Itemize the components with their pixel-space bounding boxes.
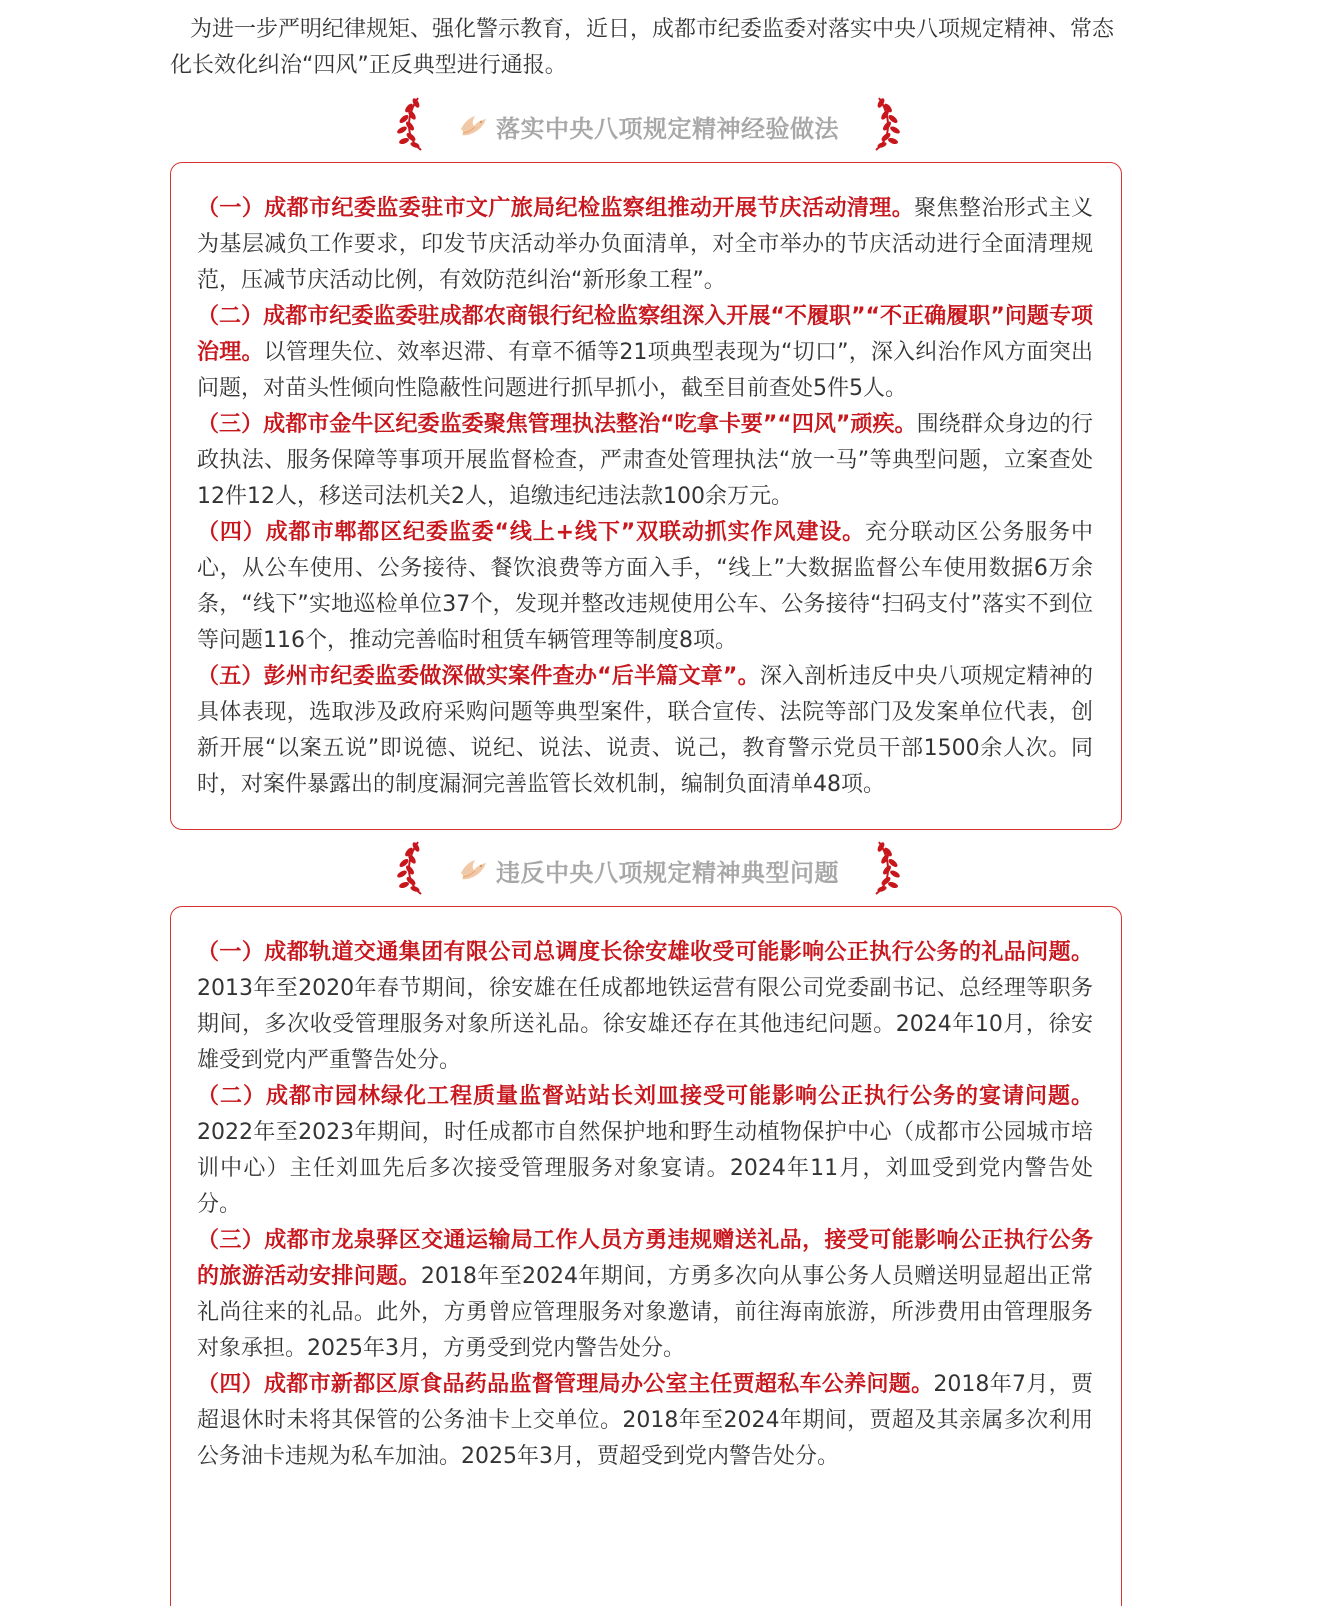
item-lead: （三）成都市龙泉驿区交通运输局工作人员方勇违规赠送礼品，接受可能影响公正执行公务的旅游活动安排问题。 [197,1228,1093,1289]
section-header-violations [396,838,901,902]
practice-item [197,191,1093,299]
item-body: 2018年至2024年期间，方勇多次向从事公务人员赠送明显超出正常礼尚往来的礼品。此外，方勇曾应管理服务对象邀请，前往海南旅游，所涉费用由管理服务对象承担。2025年3月，方勇受到党内警告处分。 [197,1264,1093,1361]
item-lead: （三）成都市金牛区纪委监委聚焦管理执法整治“吃拿卡要”“四风”顽疾。 [197,412,917,437]
item-lead: （二）成都市纪委监委驻成都农商银行纪检监察组深入开展“不履职”“不正确履职”问题专项治理。 [197,304,1093,365]
item-body: 2022年至2023年期间，时任成都市自然保护地和野生动植物保护中心（成都市公园城市培训中心）主任刘皿先后多次接受管理服务对象宴请。2024年11月，刘皿受到党内警告处分。 [197,1120,1093,1217]
dove-icon [458,855,488,885]
violation-item [197,1079,1093,1223]
laurel-icon [396,838,426,898]
laurel-icon [396,94,426,154]
section-title: 落实中央八项规定精神经验做法 [496,114,839,143]
laurel-icon [871,838,901,898]
item-lead: （一）成都轨道交通集团有限公司总调度长徐安雄收受可能影响公正执行公务的礼品问题。 [197,940,1093,965]
violations-box [170,906,1122,1606]
item-lead: （四）成都市新都区原食品药品监督管理局办公室主任贾超私车公养问题。 [197,1372,934,1397]
item-body: 聚焦整治形式主义为基层减负工作要求，印发节庆活动举办负面清单，对全市举办的节庆活动进行全面清理规范，压减节庆活动比例，有效防范纠治“新形象工程”。 [197,196,1093,293]
item-lead: （二）成都市园林绿化工程质量监督站站长刘皿接受可能影响公正执行公务的宴请问题。 [197,1084,1093,1109]
item-body: 深入剖析违反中央八项规定精神的具体表现，选取涉及政府采购问题等典型案件，联合宣传、法院等部门及发案单位代表，创新开展“以案五说”即说德、说纪、说法、说责、说己，教育警示党员干部1500余人次。同时，对案件暴露出的制度漏洞完善监管长效机制，编制负面清单48项。 [197,664,1093,797]
dove-icon [458,111,488,141]
practice-item [197,407,1093,515]
section-title-group [458,853,839,888]
practice-item [197,299,1093,407]
practice-item [197,659,1093,803]
item-lead: （四）成都市郫都区纪委监委“线上+线下”双联动抓实作风建设。 [197,520,865,545]
item-body: 充分联动区公务服务中心，从公车使用、公务接待、餐饮浪费等方面入手，“线上”大数据监督公车使用数据6万余条，“线下”实地巡检单位37个，发现并整改违规使用公车、公务接待“扫码支付”落实不到位等问题116个，推动完善临时租赁车辆管理等制度8项。 [197,520,1093,653]
item-lead: （五）彭州市纪委监委做深做实案件查办“后半篇文章”。 [197,664,760,689]
practices-box [170,162,1122,830]
item-lead: （一）成都市纪委监委驻市文广旅局纪检监察组推动开展节庆活动清理。 [197,196,915,221]
violation-item [197,1223,1093,1367]
violation-item [197,1367,1093,1475]
section-title-group [458,109,839,144]
practice-item [197,515,1093,659]
item-body: 围绕群众身边的行政执法、服务保障等事项开展监督检查，严肃查处管理执法“放一马”等典型问题，立案查处12件12人，移送司法机关2人，追缴违纪违法款100余万元。 [197,412,1093,509]
section-header-practices [396,94,901,158]
item-body: 2013年至2020年春节期间，徐安雄在任成都地铁运营有限公司党委副书记、总经理等职务期间，多次收受管理服务对象所送礼品。徐安雄还存在其他违纪问题。2024年10月，徐安雄受到党内严重警告处分。 [197,976,1093,1073]
intro-paragraph: 为进一步严明纪律规矩、强化警示教育，近日，成都市纪委监委对落实中央八项规定精神、常态化长效化纠治“四风”正反典型进行通报。 [170,17,1115,78]
laurel-icon [871,94,901,154]
violation-item [197,935,1093,1079]
item-body: 以管理失位、效率迟滞、有章不循等21项典型表现为“切口”，深入纠治作风方面突出问题，对苗头性倾向性隐蔽性问题进行抓早抓小，截至目前查处5件5人。 [197,340,1093,401]
item-body: 2018年7月，贾超退休时未将其保管的公务油卡上交单位。2018年至2024年期间，贾超及其亲属多次利用公务油卡违规为私车加油。2025年3月，贾超受到党内警告处分。 [197,1372,1093,1469]
section-title: 违反中央八项规定精神典型问题 [496,858,839,887]
